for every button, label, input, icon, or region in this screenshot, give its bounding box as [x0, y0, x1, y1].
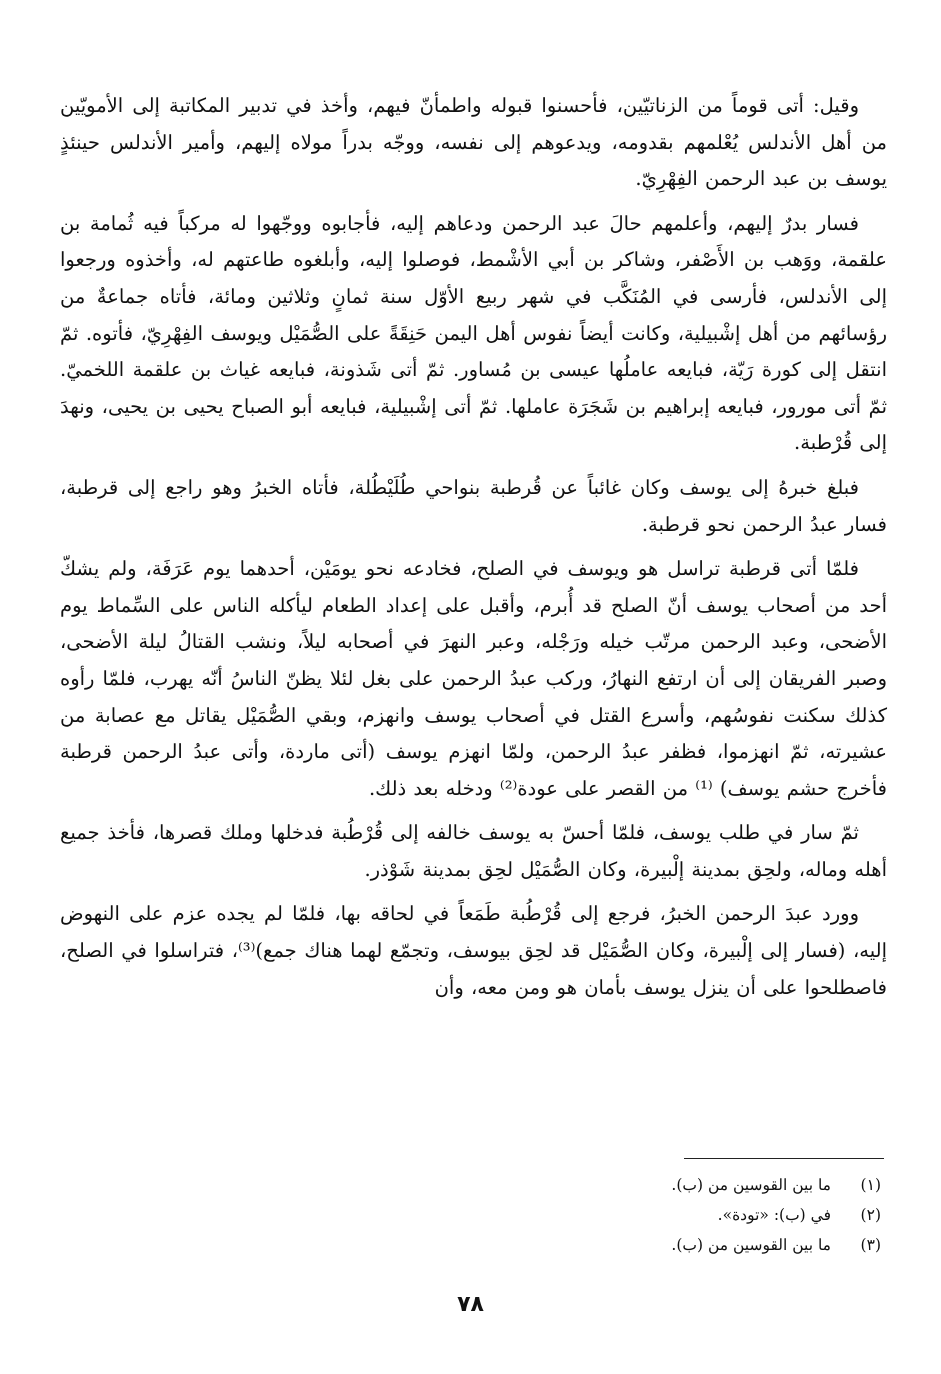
- footnote-divider: [684, 1158, 884, 1159]
- footnotes: [381, 1170, 881, 1260]
- footnote-item: [381, 1170, 881, 1200]
- footnote-item: [381, 1230, 881, 1260]
- footnote-text: في (ب): «تودة».: [717, 1206, 831, 1224]
- page-body: [60, 88, 887, 1014]
- paragraph-4: فلمّا أتى قرطبة تراسل هو ويوسف في الصلح، فخادعه نحو يومَيْن، أحدهما يوم عَرَفَة، ولم يشكّ أحد من أصحاب يوسف أنّ الصلح قد أُبرم، وأقبل على إعداد الطعام ليأكله الناس على السِّماط يوم الأضحى، وعبد الرحمن مرتّب خيله ورَجْله، وعبر النهرَ في أصحابه ليلاً، ونشب القتالُ ليلة الأضحى، وصبر الفريقان إلى أن ارتفع النهارُ، وركب عبدُ الرحمن على بغل لئلا يظنّ الناسُ أنّه يهرب، فلمّا رأوه كذلك سكنت نفوسُهم، وأسرع القتل في أصحاب يوسف وانهزم، وبقي الصُّمَيْل يقاتل مع عصابة من عشيرته، ثمّ انهزموا، فظفر عبدُ الرحمن، ولمّا انهزم يوسف (أتى ماردة، وأتى عبدُ الرحمن قرطبة فأخرج حشم يوسف) ⁽¹⁾ من القصر على عودة⁽²⁾ ودخله بعد ذلك.: [60, 557, 887, 800]
- paragraph-6: وورد عبدَ الرحمن الخبرُ، فرجع إلى قُرْطُبة طَمَعاً في لحاقه بها، فلمّا لم يجده عزم على النهوض إليه، (فسار إلى إلْبيرة، وكان الصُّمَيْل قد لحِق بيوسف، وتجمّع لهما هناك جمع)⁽³⁾، فتراسلوا في الصلح، فاصطلحوا على أن ينزل يوسف بأمان هو ومن معه، وأن: [60, 902, 887, 999]
- footnote-number: (١): [860, 1176, 881, 1194]
- paragraph-2: فسار بدرٌ إليهم، وأعلمهم حالَ عبد الرحمن ودعاهم إليه، فأجابوه ووجّهوا له مركباً فيه ثُمامة بن علقمة، ووَهب بن الأَصْفر، وشاكر بن أبي الأشْمط، فوصلوا إليه، وأبلغوه طاعتهم له، وأخذوه ورجعوا إلى الأندلس، فأرسى في المُنَكَّب في شهر ربيع الأوّل سنة ثمانٍ وثلاثين ومائة، فأتاه جماعةٌ من رؤسائهم من أهل إشْبيلية، وكانت أيضاً نفوس أهل اليمن حَنِقَةً على الصُّمَيْل ويوسف الفِهْرِيّ، فأتوه. ثمّ انتقل إلى كورة رَيّة، فبايعه عاملُها عيسى بن مُساور. ثمّ أتى شَذونة، فبايعه غياث بن علقمة اللخميّ. ثمّ أتى مورور، فبايعه إبراهيم بن شَجَرَة عاملها. ثمّ أتى إشْبيلية، فبايعه أبو الصباح يحيى بن يحيى، ونهدَ إلى قُرْطبة.: [60, 211, 887, 455]
- footnote-number: (٢): [860, 1206, 881, 1224]
- paragraph-1: وقيل: أتى قوماً من الزناتيّين، فأحسنوا قبوله واطمأنّ فيهم، وأخذ في تدبير المكاتبة إلى الأمويّين من أهل الأندلس يُعْلمهم بقدومه، ويدعوهم إلى نفسه، ووجّه بدراً مولاه إليهم، وأمير الأندلس حينئذٍ يوسف بن عبد الرحمن الفِهْرِيّ.: [60, 94, 887, 191]
- paragraph-3: فبلغ خبرهُ إلى يوسف وكان غائباً عن قُرطبة بنواحي طُلَيْطُلة، فأتاه الخبرُ وهو راجع إلى قرطبة، فسار عبدُ الرحمن نحو قرطبة.: [60, 475, 887, 536]
- footnote-item: [381, 1200, 881, 1230]
- paragraph-5: ثمّ سار في طلب يوسف، فلمّا أحسّ به يوسف خالفه إلى قُرْطُبة فدخلها وملك قصرها، فأخذ جميع أهله وماله، ولحِق بمدينة إلْبيرة، وكان الصُّمَيْل لحِق بمدينة شَوْذر.: [60, 821, 887, 881]
- page-number: ٧٨: [457, 1292, 484, 1317]
- footnote-number: (٣): [860, 1236, 881, 1254]
- footnote-text: ما بين القوسين من (ب).: [671, 1176, 831, 1194]
- footnote-text: ما بين القوسين من (ب).: [671, 1236, 831, 1254]
